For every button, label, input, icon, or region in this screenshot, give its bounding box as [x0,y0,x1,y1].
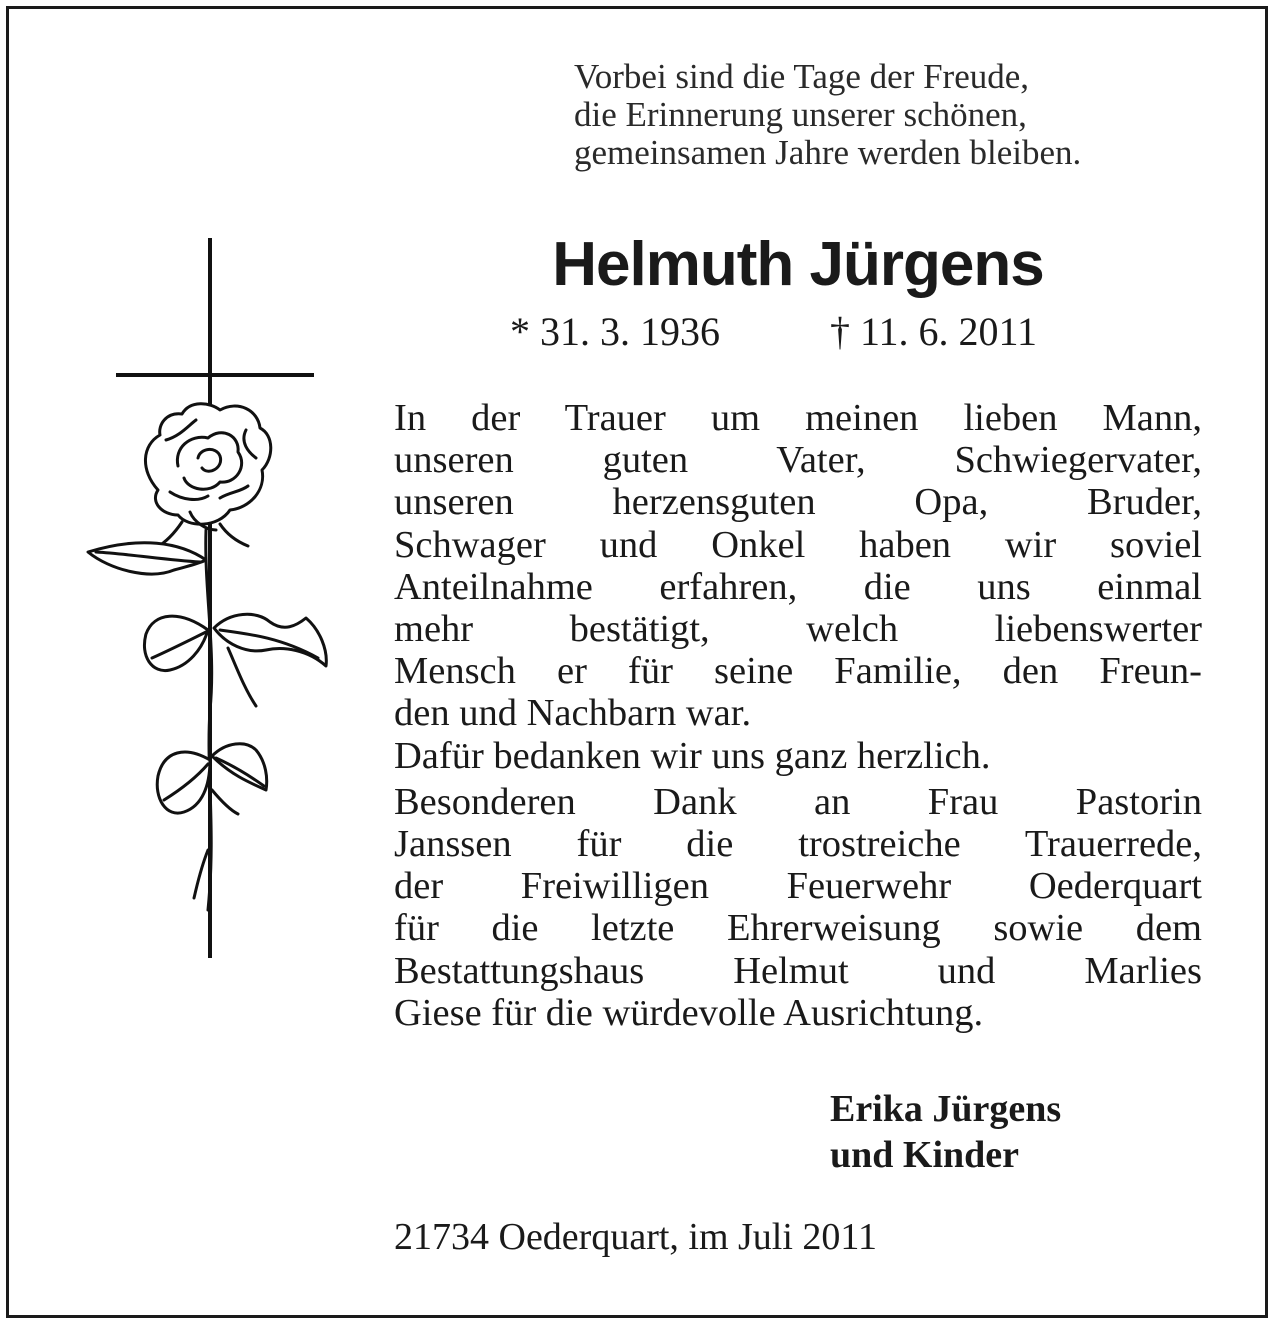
text-line: unseren guten Vater, Schwiegervater, [394,439,1202,482]
text-line: Besonderen Dank an Frau Pastorin [394,780,1202,823]
motto-line: Vorbei sind die Tage der Freude, [574,57,1030,96]
thanks-text [394,397,1202,1034]
signature-line: und Kinder [830,1134,1020,1176]
cross-icon [70,230,340,970]
text-line: Giese für die würdevolle Ausrichtung. [394,991,984,1034]
rose-icon [88,404,326,910]
text-line: Schwager und Onkel haben wir soviel [394,523,1202,566]
text-line: den und Nachbarn war. [394,692,752,735]
text-line: Dafür bedanken wir uns ganz herzlich. [394,734,991,777]
text-line: unseren herzensguten Opa, Bruder, [394,481,1202,524]
text-line: Mensch er für seine Familie, den Freun- [394,650,1202,693]
text-line: Bestattungshaus Helmut und Marlies [394,949,1202,992]
signature [830,1086,1061,1178]
motto-line: die Erinnerung unserer schönen, [574,95,1027,134]
motto-verse [574,58,1081,172]
text-line: der Freiwilligen Feuerwehr Oederquart [394,865,1202,908]
birth-date: * 31. 3. 1936 [510,309,720,354]
death-date: † 11. 6. 2011 [830,309,1038,354]
text-line: Janssen für die trostreiche Trauerrede, [394,823,1202,866]
text-line: mehr bestätigt, welch liebenswerter [394,608,1202,651]
deceased-name: Helmuth Jürgens [552,230,1044,299]
text-line: Anteilnahme erfahren, die uns einmal [394,565,1202,608]
motto-line: gemeinsamen Jahre werden bleiben. [574,133,1082,172]
cross-rose-emblem [70,230,340,975]
signature-line: Erika Jürgens [830,1088,1062,1130]
text-line: für die letzte Ehrerweisung sowie dem [394,907,1202,950]
place-date: 21734 Oederquart, im Juli 2011 [394,1216,878,1258]
text-line: In der Trauer um meinen lieben Mann, [394,397,1202,439]
